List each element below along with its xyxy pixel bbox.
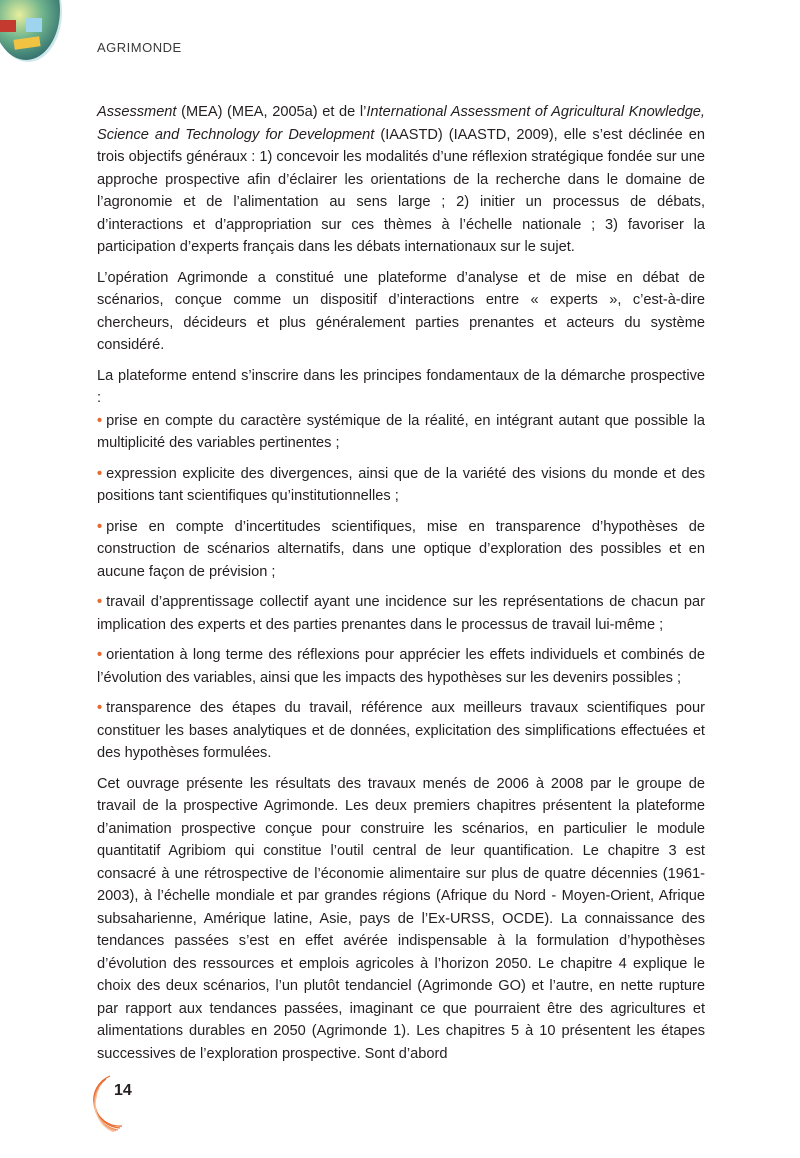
bullet-icon: • — [97, 647, 103, 663]
bullet-item — [97, 697, 705, 765]
bullet-icon: • — [97, 700, 103, 716]
bullet-item — [97, 591, 705, 636]
paragraph-platform: L’opération Agrimonde a constitué une plateforme d’analyse et de mise en débat de scénarios, conçue comme un dispositif d’interactions entre « experts », c’est-à-dire chercheurs, décideurs et plus généralement parties prenantes et acteurs du système considéré. — [97, 269, 705, 353]
page-number: 14 — [114, 1082, 132, 1099]
paragraph-principles: La plateforme entend s’inscrire dans les principes fondamentaux de la démarche prospective : — [97, 367, 705, 406]
photo-detail — [13, 36, 40, 50]
running-head: AGRIMONDE — [97, 40, 182, 55]
text-span: (IAASTD) (IAASTD, 2009), elle s’est déclinée en trois objectifs généraux : 1) concevoir les modalités d’une réflexion stratégique fondée sur une approche prospective afin d’éclairer les orientations de la recherche dans le domaine de l’agronomie et de l’alimentation au sens large ; 2) initier un processus de débats, d’interactions et d’appropriation sur ces thèmes à l’échelle nationale ; 3) favoriser la participation d’experts français dans les débats internationaux sur le sujet. — [97, 126, 705, 255]
corner-photo — [0, 0, 60, 60]
bullet-item — [97, 410, 705, 455]
bullet-list — [97, 410, 705, 765]
bullet-text: orientation à long terme des réflexions pour apprécier les effets individuels et combinés de l’évolution des variables, ainsi que les impacts des hypothèses sur les devenirs possibles ; — [97, 647, 705, 686]
italic-title: Assessment — [97, 104, 177, 120]
page-footer — [92, 1072, 152, 1132]
bullet-icon: • — [97, 594, 103, 610]
bullet-icon: • — [97, 412, 103, 429]
photo-detail — [26, 18, 42, 32]
bullet-text: transparence des étapes du travail, référence aux meilleurs travaux scientifiques pour constituer les bases analytiques et de données, explicitation des simplifications effectuées et des hypothèses formulées. — [97, 700, 705, 761]
body-text — [97, 101, 705, 1073]
bullet-text: travail d’apprentissage collectif ayant une incidence sur les représentations de chacun par implication des experts et des parties prenantes dans le processus de travail lui-même ; — [97, 594, 705, 633]
photo-detail — [0, 20, 16, 32]
italic-title: International Assessment of Agricultural Knowledge, Science and Technology for Development — [97, 104, 705, 143]
bullet-icon: • — [97, 518, 103, 535]
text-span: (MEA) (MEA, 2005a) et de l’ — [176, 104, 367, 120]
bullet-item — [97, 516, 705, 584]
arc-ornament-icon — [92, 1072, 152, 1132]
bullet-item — [97, 463, 705, 508]
bullet-text: expression explicite des divergences, ainsi que de la variété des visions du monde et des positions tant scientifiques qu’institutionnelles ; — [97, 465, 705, 504]
bullet-icon: • — [97, 465, 103, 482]
paragraph-overview: Cet ouvrage présente les résultats des travaux menés de 2006 à 2008 par le groupe de travail de la prospective Agrimonde. Les deux premiers chapitres présentent la plateforme d’animation prospective conçue pour construire les scénarios, en particulier le module quantitatif Agribiom qui constitue l’outil central de leur quantification. Le chapitre 3 est consacré à une rétrospective de l’économie alimentaire sur plus de quatre décennies (1961-2003), à l’échelle mondiale et par grandes régions (Afrique du Nord - Moyen-Orient, Afrique subsaharienne, Amérique latine, Asie, pays de l’Ex-URSS, OCDE). La connaissance des tendances passées s’est en effet avérée indispensable à la formulation d’hypothèses d’évolution des ressources et emplois agricoles à l’horizon 2050. Le chapitre 4 explique le choix des deux scénarios, l’un plutôt tendanciel (Agrimonde GO) et l’autre, en nette rupture par rapport aux tendances passées, imaginant ce que pourraient être des agricultures et alimentations durables en 2050 (Agrimonde 1). Les chapitres 5 à 10 présentent les étapes successives de l’exploration prospective. Sont d’abord — [97, 775, 705, 1062]
bullet-item — [97, 644, 705, 689]
intro-paragraph — [97, 101, 705, 259]
bullet-text: prise en compte du caractère systémique de la réalité, en intégrant autant que possible la multiplicité des variables pertinentes ; — [97, 412, 705, 451]
bullet-text: prise en compte d’incertitudes scientifiques, mise en transparence d’hypothèses de construction de scénarios alternatifs, dans une optique d’exploration des possibles et en aucune façon de prévision ; — [97, 518, 705, 580]
